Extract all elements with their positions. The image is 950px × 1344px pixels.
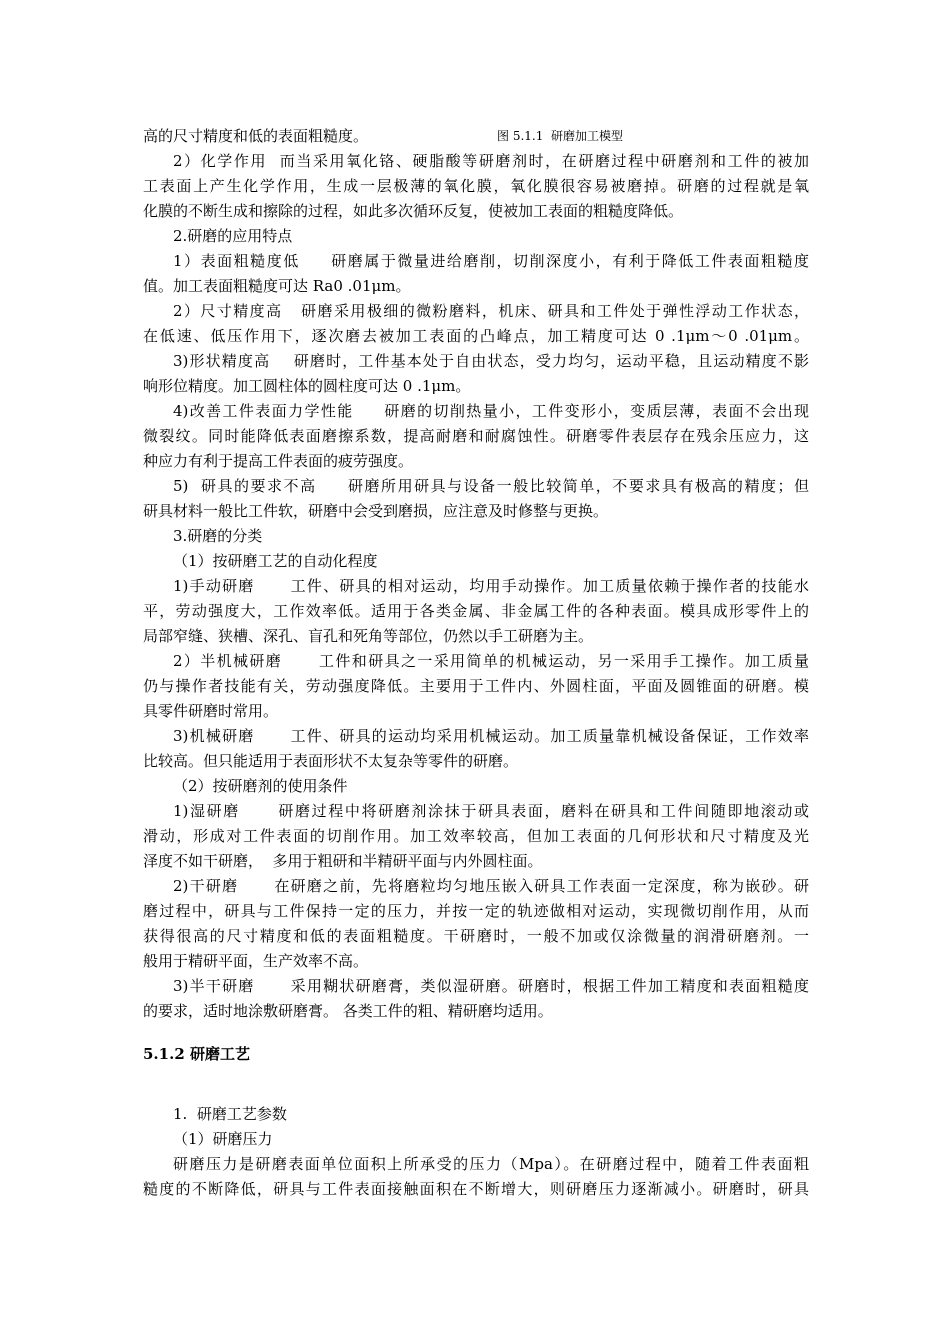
text-line: 微裂纹。同时能降低表面磨擦系数，提高耐磨和耐腐蚀性。研磨零件表层存在残余压应力，这 <box>143 427 809 445</box>
text-line: 滑动，形成对工件表面的切削作用。加工效率较高，但加工表面的几何形状和尺寸精度及光 <box>143 827 809 845</box>
text-line: 仍与操作者技能有关，劳动强度降低。主要用于工件内、外圆柱面，平面及圆锥面的研磨。模 <box>143 677 809 695</box>
text-line: 研具材料一般比工件软，研磨中会受到磨损，应注意及时修整与更换。 <box>143 502 609 520</box>
text-line: 的要求，适时地涂敷研磨膏。 各类工件的粗、精研磨均适用。 <box>143 1002 553 1020</box>
text-line: 1）表面粗糙度低 研磨属于微量进给磨削，切削深度小，有利于降低工件表面粗糙度 <box>173 252 809 270</box>
text-line: 化膜的不断生成和擦除的过程，如此多次循环反复，使被加工表面的粗糙度降低。 <box>143 202 684 220</box>
text-line: 2)干研磨 在研磨之前，先将磨粒均匀地压嵌入研具工作表面一定深度，称为嵌砂。研 <box>173 877 809 895</box>
text-line: 2）尺寸精度高 研磨采用极细的微粉磨料，机床、研具和工件处于弹性浮动工作状态， <box>173 302 809 320</box>
text-line: 值。加工表面粗糙度可达 Ra0 .01μm。 <box>143 277 411 295</box>
text-line: 2）半机械研磨 工件和研具之一采用简单的机械运动，另一采用手工操作。加工质量 <box>173 652 809 670</box>
text-line: 在低速、低压作用下，逐次磨去被加工表面的凸峰点，加工精度可达 0 .1μm～0 .01μm。 <box>143 327 809 345</box>
text-line: 1)手动研磨 工件、研具的相对运动，均用手动操作。加工质量依赖于操作者的技能水 <box>173 577 809 595</box>
text-line: （1）研磨压力 <box>173 1130 273 1148</box>
text-line: 3.研磨的分类 <box>173 527 263 545</box>
text-line: （1）按研磨工艺的自动化程度 <box>173 552 378 570</box>
text-line: 4)改善工件表面力学性能 研磨的切削热量小，工件变形小，变质层薄，表面不会出现 <box>173 402 809 420</box>
text-line: 局部窄缝、狭槽、深孔、盲孔和死角等部位，仍然以手工研磨为主。 <box>143 627 594 645</box>
text-line: 5) 研具的要求不高 研磨所用研具与设备一般比较简单，不要求具有极高的精度；但 <box>173 477 809 495</box>
text-line: （2）按研磨剂的使用条件 <box>173 777 348 795</box>
text-line: 1)湿研磨 研磨过程中将研磨剂涂抹于研具表面，磨料在研具和工件间随即地滚动或 <box>173 802 809 820</box>
text-line: 糙度的不断降低，研具与工件表面接触面积在不断增大，则研磨压力逐渐减小。研磨时，研具 <box>143 1180 809 1198</box>
text-line: 具零件研磨时常用。 <box>143 702 279 720</box>
text-line: 1. 研磨工艺参数 <box>173 1105 287 1123</box>
text-line: 3)半干研磨 采用糊状研磨膏，类似湿研磨。研磨时，根据工件加工精度和表面粗糙度 <box>173 977 809 995</box>
text-line: 3)形状精度高 研磨时，工件基本处于自由状态，受力均匀，运动平稳，且运动精度不影 <box>173 352 809 370</box>
text-line: 工表面上产生化学作用，生成一层极薄的氧化膜，氧化膜很容易被磨掉。研磨的过程就是氧 <box>143 177 809 195</box>
text-line: 平，劳动强度大，工作效率低。适用于各类金属、非金属工件的各种表面。模具成形零件上的 <box>143 602 809 620</box>
text-line: 种应力有利于提高工件表面的疲劳强度。 <box>143 452 414 470</box>
text-line: 2.研磨的应用特点 <box>173 227 293 245</box>
text-line: 高的尺寸精度和低的表面粗糙度。 <box>143 127 369 145</box>
text-line: 磨过程中，研具与工件保持一定的压力，并按一定的轨迹做相对运动，实现微切削作用，从而 <box>143 902 809 920</box>
text-line: 比较高。但只能适用于表面形状不太复杂等零件的研磨。 <box>143 752 519 770</box>
figure-caption: 图 5.1.1 研磨加工模型 <box>497 129 623 143</box>
section-heading: 5.1.2 研磨工艺 <box>143 1045 250 1063</box>
text-line: 获得很高的尺寸精度和低的表面粗糙度。干研磨时，一般不加或仅涂微量的润滑研磨剂。一 <box>143 927 809 945</box>
text-line: 3)机械研磨 工件、研具的运动均采用机械运动。加工质量靠机械设备保证，工作效率 <box>173 727 809 745</box>
text-line: 响形位精度。加工圆柱体的圆柱度可达 0 .1μm。 <box>143 377 471 395</box>
text-line: 2）化学作用 而当采用氧化铬、硬脂酸等研磨剂时，在研磨过程中研磨剂和工件的被加 <box>173 152 809 170</box>
text-line: 般用于精研平面，生产效率不高。 <box>143 952 369 970</box>
text-line: 研磨压力是研磨表面单位面积上所承受的压力（Mpa）。在研磨过程中，随着工件表面粗 <box>173 1155 809 1173</box>
text-line: 泽度不如干研磨， 多用于粗研和半精研平面与内外圆柱面。 <box>143 852 543 870</box>
